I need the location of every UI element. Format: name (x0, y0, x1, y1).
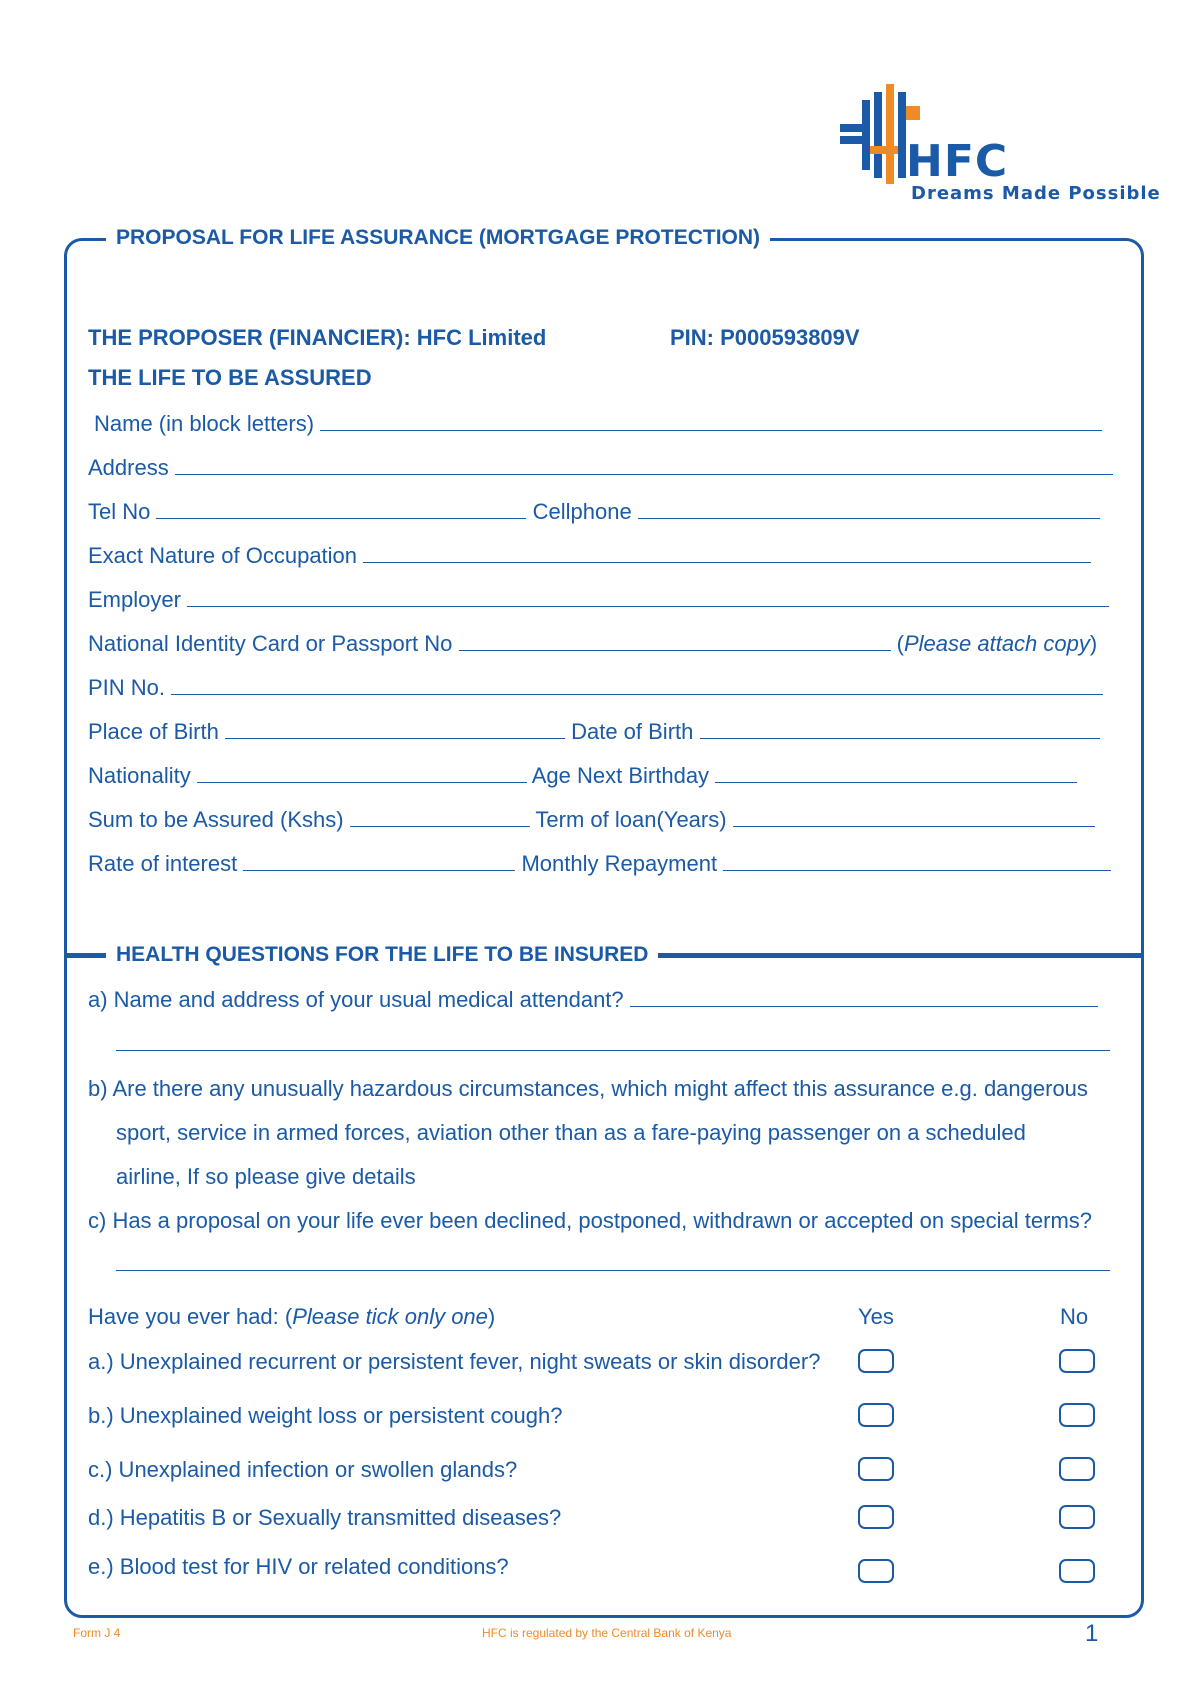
term-field[interactable] (733, 806, 1095, 827)
address-label: Address (88, 455, 169, 480)
birth-field-row (88, 718, 1100, 745)
no-checkbox[interactable] (1059, 1505, 1095, 1529)
tel-label: Tel No (88, 499, 151, 524)
address-field[interactable] (175, 454, 1113, 475)
yes-checkbox[interactable] (858, 1349, 894, 1373)
cellphone-label: Cellphone (532, 499, 632, 524)
question-a-row (88, 986, 1098, 1013)
question-a: a) Name and address of your usual medical attendant? (88, 987, 624, 1012)
question-b-line1: b) Are there any unusually hazardous circumstances, which might affect this assurance e.g. dangerous (88, 1076, 1088, 1101)
nationality-label: Nationality (88, 763, 191, 788)
condition-item: a.) Unexplained recurrent or persistent fever, night sweats or skin disorder? (88, 1349, 821, 1374)
brand-name: HFC (906, 136, 1009, 187)
health-heading: HEALTH QUESTIONS FOR THE LIFE TO BE INSURED (106, 943, 658, 967)
sum-label: Sum to be Assured (Kshs) (88, 807, 344, 832)
form-number: Form J 4 (73, 1626, 121, 1640)
occupation-field[interactable] (363, 542, 1091, 563)
date-birth-label: Date of Birth (571, 719, 694, 744)
occupation-field-row (88, 542, 1091, 569)
pin-field[interactable] (171, 674, 1103, 695)
nationality-field[interactable] (197, 762, 527, 783)
condition-item: d.) Hepatitis B or Sexually transmitted diseases? (88, 1505, 562, 1530)
ever-had-row (88, 1304, 495, 1330)
age-next-label: Age Next Birthday (531, 763, 710, 788)
question-b-line2: sport, service in armed forces, aviation other than as a fare-paying passenger on a scheduled (116, 1120, 1026, 1145)
proposer-label: THE PROPOSER (FINANCIER): HFC Limited (88, 325, 547, 350)
id-field-row (88, 630, 1097, 657)
tick-open: ( (284, 1304, 293, 1329)
tick-close: ) (487, 1304, 496, 1329)
pin-field-row (88, 674, 1103, 701)
id-label: National Identity Card or Passport No (88, 631, 453, 656)
date-birth-field[interactable] (700, 718, 1100, 739)
yes-checkbox[interactable] (858, 1559, 894, 1583)
no-checkbox[interactable] (1059, 1349, 1095, 1373)
name-field[interactable] (320, 410, 1102, 431)
yes-header: Yes (858, 1304, 894, 1329)
name-field-row (94, 410, 1102, 437)
occupation-label: Exact Nature of Occupation (88, 543, 358, 568)
regulator-note: HFC is regulated by the Central Bank of Kenya (482, 1626, 732, 1640)
life-assured-heading: THE LIFE TO BE ASSURED (88, 365, 372, 390)
condition-item: c.) Unexplained infection or swollen glands? (88, 1457, 518, 1482)
cellphone-field[interactable] (638, 498, 1100, 519)
employer-field-row (88, 586, 1109, 613)
tick-note: Please tick only one (292, 1304, 488, 1329)
yes-checkbox[interactable] (858, 1403, 894, 1427)
attach-open: ( (896, 631, 904, 656)
brand-tagline: Dreams Made Possible (911, 183, 1161, 204)
place-birth-field[interactable] (225, 718, 565, 739)
attach-close: ) (1089, 631, 1098, 656)
place-birth-label: Place of Birth (88, 719, 219, 744)
address-field-row (88, 454, 1113, 481)
sum-field[interactable] (350, 806, 530, 827)
age-next-field[interactable] (715, 762, 1077, 783)
rate-label: Rate of interest (88, 851, 238, 876)
tel-field-row (88, 498, 1100, 525)
monthly-field[interactable] (723, 850, 1111, 871)
employer-field[interactable] (187, 586, 1109, 607)
id-field[interactable] (459, 630, 891, 651)
yes-checkbox[interactable] (858, 1457, 894, 1481)
attach-note: Please attach copy (903, 631, 1090, 656)
tel-field[interactable] (156, 498, 526, 519)
proposer-pin: PIN: P000593809V (670, 325, 860, 350)
yes-checkbox[interactable] (858, 1505, 894, 1529)
question-c-row-2 (116, 1250, 1110, 1277)
question-c-field[interactable] (116, 1250, 1110, 1271)
question-b-line3: airline, If so please give details (116, 1164, 416, 1189)
pin-label: PIN No. (88, 675, 166, 700)
page-number: 1 (1085, 1620, 1099, 1647)
form-title: PROPOSAL FOR LIFE ASSURANCE (MORTGAGE PROTECTION) (106, 226, 770, 250)
name-label: Name (in block letters) (94, 411, 315, 436)
question-a-field[interactable] (630, 986, 1098, 1007)
question-a-row-2 (116, 1030, 1110, 1057)
no-checkbox[interactable] (1059, 1403, 1095, 1427)
condition-item: b.) Unexplained weight loss or persistent cough? (88, 1403, 563, 1428)
rate-field-row (88, 850, 1111, 877)
sum-field-row (88, 806, 1095, 833)
question-a-field-2[interactable] (116, 1030, 1110, 1051)
no-header: No (1060, 1304, 1089, 1329)
no-checkbox[interactable] (1059, 1457, 1095, 1481)
question-c: c) Has a proposal on your life ever been declined, postponed, withdrawn or accepted on special terms? (88, 1208, 1093, 1233)
nationality-field-row (88, 762, 1077, 789)
employer-label: Employer (88, 587, 181, 612)
term-label: Term of loan(Years) (535, 807, 727, 832)
ever-had-label: Have you ever had: (88, 1304, 285, 1329)
condition-item: e.) Blood test for HIV or related conditions? (88, 1554, 509, 1579)
rate-field[interactable] (243, 850, 515, 871)
monthly-label: Monthly Repayment (521, 851, 718, 876)
no-checkbox[interactable] (1059, 1559, 1095, 1583)
